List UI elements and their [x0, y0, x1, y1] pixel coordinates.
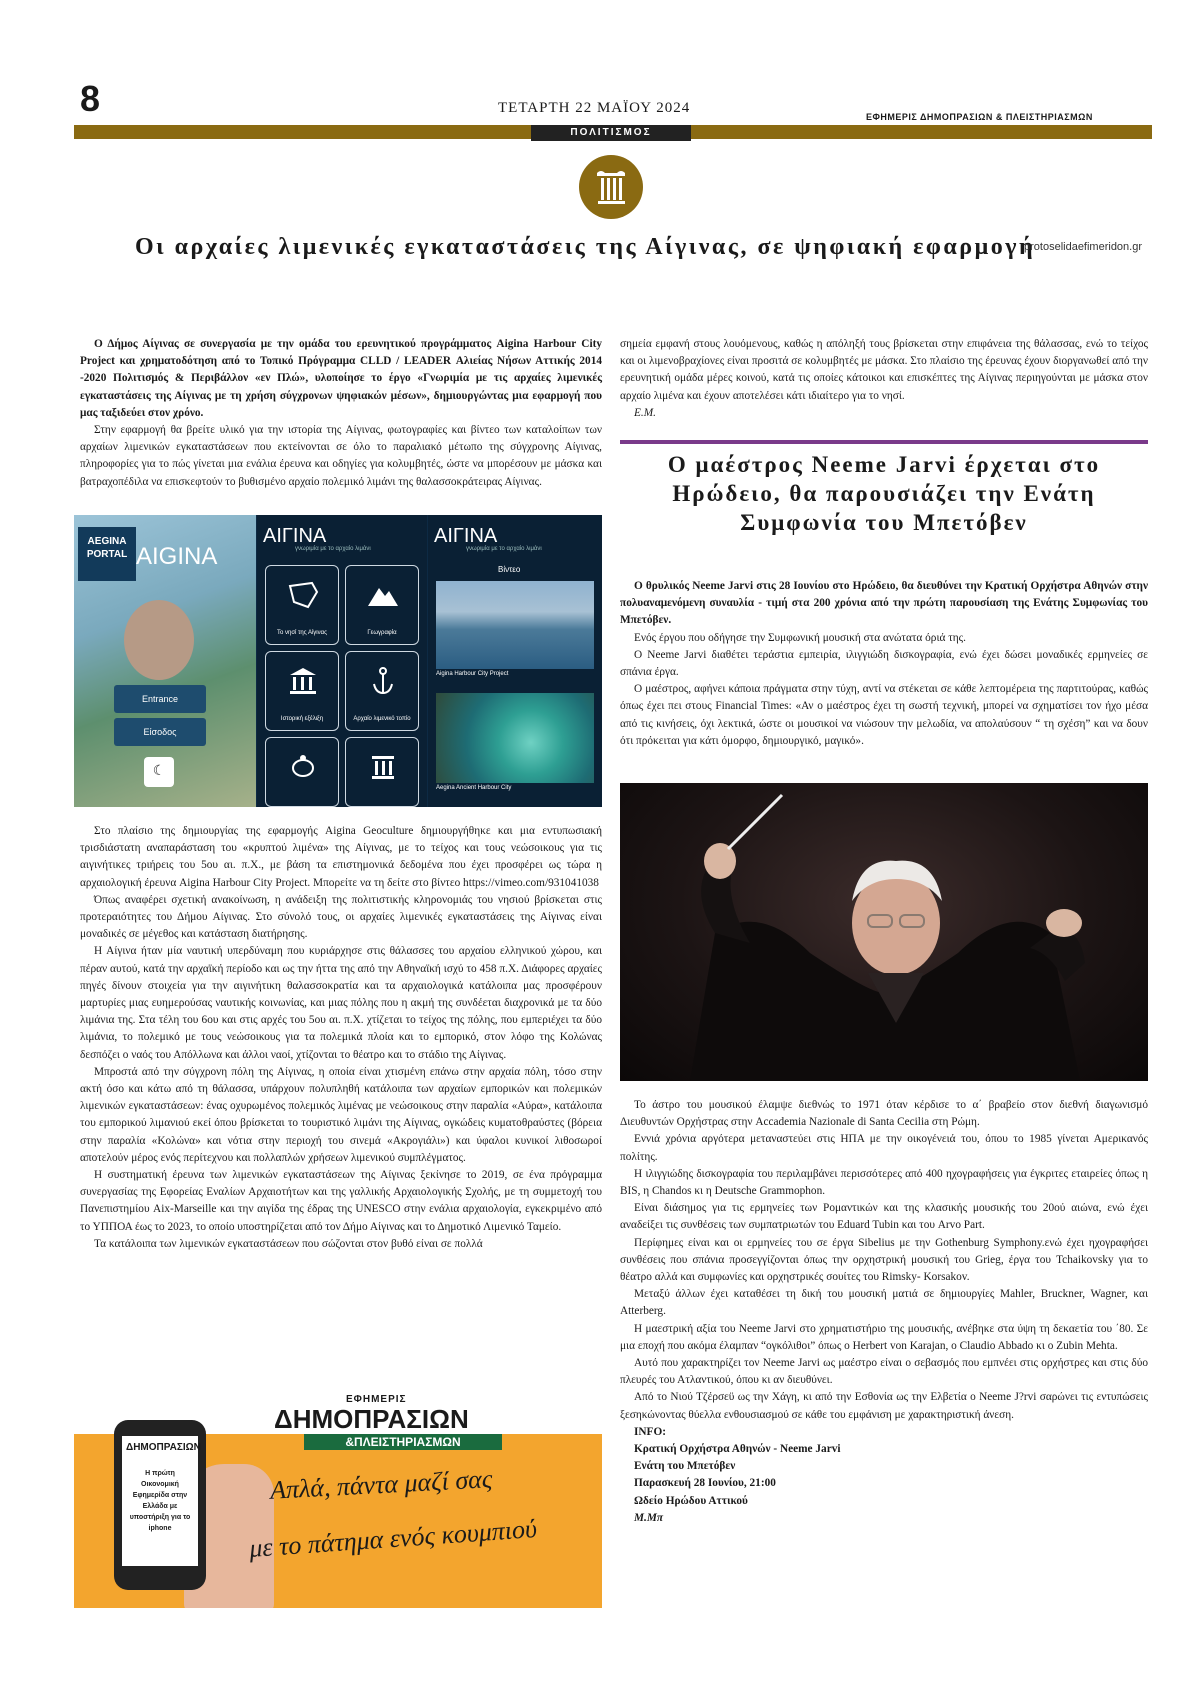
tile-history: Ιστορική εξέλιξη: [265, 651, 339, 731]
column-emblem: [579, 155, 643, 219]
info-label: INFO:: [634, 1425, 667, 1438]
article1-body: [80, 823, 602, 1253]
portal-title: AIGINA: [136, 543, 218, 570]
app-video-panel: [428, 515, 602, 807]
article2-paragraph: Είναι διάσημος για τις ερμηνείες των Ρομαντικών και της κλασικής μουσικής του 20ού αιώνα, ενώ έχει αναδείξει τις συνθέσεις των συμπατριωτών του Eduard Tubin και του Arvo Part.: [620, 1202, 1148, 1232]
anchor-icon: [366, 666, 400, 696]
island-icon: [286, 580, 320, 610]
article2-headline: Ο μαέστρος Neeme Jarvi έρχεται στο Ηρώδειο, θα παρουσιάζει την Ενάτη Συμφωνία του Μπετόβεν: [667, 452, 1101, 535]
article1-paragraph: Μπροστά από την σύγχρονη πόλη της Αίγινας, η οποία είναι χτισμένη επάνω στην αρχαία πόλη, τόσο στην ακτή όσο και κάτω από τη θάλασσα, υπάρχουν πολυπληθή κατάλοιπα των αρχαίων εμπορικών και πολεμικών λιμενικών εγκαταστάσεων: ένας οχυρωμένος πολεμικός λιμένας με νεώσοικους στην παραλία «Αύρα», κατάλοιπα του εμπορικού λιμανιού εκεί όπου βρίσκεται το τουριστικό λιμάνι της Αίγινας, ογκώδεις κυματοθραύστες (βόρεια στην παραλία «Κολώνα» και νότια στην περιοχή του σινεμά «Ακρογιάλι») και ύφαλοι κυνικοί λιθοσωροί αποτελούν μέρος ενός περίτεχνου και πολλαπλών χρήσεων λιμενικού συμπλέγματος.: [80, 1065, 602, 1164]
aerial-photo-caption: Aegina Ancient Harbour City: [436, 785, 512, 791]
article2-lead: Ο θρυλικός Neeme Jarvi στις 28 Ιουνίου στο Ηρώδειο, θα διευθύνει την Κρατική Ορχήστρα Αθηνών στην πολυαναμενόμενη συναυλία - τιμή στα 200 χρόνια από την πρώτη παρουσίαση της Ενάτης Συμφωνίας του Μπετόβεν.: [620, 580, 1148, 627]
article2-paragraph: Εννιά χρόνια αργότερα μεταναστεύει στις ΗΠΑ με την οικογένειά του, όπου το 1985 γίνεται Αμερικανός πολίτης.: [620, 1133, 1148, 1163]
video-topic: Βίντεο: [498, 565, 521, 574]
article2-paragraph: Ο μαέστρος, αφήνει κάποια πράγματα στην τύχη, αντί να στέκεται σε κάθε λεπτομέρεια της παρτιτούρας, καθώς όπως έχει πει στους Financial Times: «Αν ο μαέστρος έχει τη σωστή τεχνική, μπορεί να σχηματίσει τον ήχο μέσα από τις κινήσεις, όχι λεκτικά, ώστε οι μουσικοί να νιώσουν την μελωδία, να απολαύσουν “ τη σχέση” και να δουν ότι πρόκειται για κάτι όμορφο, δημιουργικό, μαγικό».: [620, 683, 1148, 747]
column-icon: [366, 752, 400, 782]
article2-paragraph: Ενός έργου που οδήγησε την Συμφωνική μουσική στα ανώτατα όριά της.: [634, 631, 966, 644]
article1-continuation: [620, 336, 1148, 422]
dateline: ΤΕΤΑΡΤΗ 22 ΜΑΪΟΥ 2024: [498, 100, 691, 116]
phone-screen-text: Η πρώτη Οικονομική Εφημερίδα στην Ελλάδα με υποστήριξη για το iphone: [129, 1470, 191, 1532]
article1-paragraph: Στο πλαίσιο της δημιουργίας της εφαρμογής Aigina Geoculture δημιουργήθηκε και μια εντυπωσιακή τρισδιάστατη αναπαράσταση του «κρυπτού λιμένα» της Αίγινας, με το τείχος και τους νεώσοικους για τις αιγινήτικες τριήρεις του 5ου αι. π.Χ., με βάση τα επιστημονικά δεδομένα που έχει προσφέρει ως τώρα η αρχαιολογική έρευνα Aigina Harbour City Project. Μπορείτε να τη δείτε στο βίντεο https://vimeo.com/931041038: [80, 825, 602, 889]
article-divider: [620, 440, 1148, 444]
conductor-illustration: [620, 783, 1148, 1081]
newspaper-ad: [74, 1384, 602, 1608]
article2-paragraph: Περίφημες είναι και οι ερμηνείες του σε έργα Sibelius με την Gothenburg Symphony.ενώ έχει ηχογραφήσει συνθέσεις που σπάνια προσεγγίζονται όπως την ορχηστρική μουσική του Grieg, έργα του Tchaikovsky για το θέατρο αλλά και συμφωνίες και ορχηστρικές σουίτες του Rimsky- Korsakov.: [620, 1236, 1148, 1284]
phone-illustration: [114, 1420, 206, 1590]
conductor-photo: [620, 783, 1148, 1081]
tile-harbour: Αρχαίο λιμενικό τοπίο: [345, 651, 419, 731]
info-line: Ωδείο Ηρώδου Αττικού: [634, 1494, 748, 1507]
tile-turtle: [265, 737, 339, 807]
section-tab: ΠΟΛΙΤΙΣΜΟΣ: [531, 125, 691, 141]
article1-paragraph: Όπως αναφέρει σχετική ανακοίνωση, η ανάδειξη της πολιτιστικής κληρονομιάς του νησιού βρίσκεται στις προτεραιότητες του Δήμου Αίγινας. Στο σύνολό τους, οι αρχαίες λιμενικές εγκαταστάσεις της Αίγινας είναι μοναδικές σε μέγεθος και κατάσταση διατήρησης.: [80, 893, 602, 941]
article2-body: [620, 1097, 1148, 1527]
app-subtitle-2: γνωριμία με το αρχαίο λιμάνι: [466, 546, 542, 552]
app-screenshot: [74, 515, 602, 807]
tile-column: [345, 737, 419, 807]
accessibility-icon: ☾: [144, 757, 174, 787]
phone-screen-title: ΔΗΜΟΠΡΑΣΙΩΝ: [126, 1442, 201, 1453]
app-title-2: ΑΙΓΙΝΑ: [434, 525, 498, 547]
ad-paper-small: ΕΦΗΜΕΡΙΣ: [346, 1394, 407, 1405]
info-line: Παρασκευή 28 Ιουνίου, 21:00: [634, 1477, 776, 1490]
article2-paragraph: Από το Νιού Τζέρσεϋ ως την Χάγη, κι από την Εσθονία ως την Ελβετία ο Neeme J?rvi σαρώνει τις εντυπώσεις ξεσηκώνοντας θύελλα ενθουσιασμού σε κάθε του εμφάνιση με χαρακτηριστική άνεση.: [620, 1391, 1148, 1421]
article1-headline: Οι αρχαίες λιμενικές εγκαταστάσεις της Αίγινας, σε ψηφιακή εφαρμογή: [135, 234, 1036, 260]
article2-intro: [620, 578, 1148, 750]
phone-screen: [122, 1436, 201, 1566]
info-line: Κρατική Ορχήστρα Αθηνών - Neeme Jarvi: [634, 1443, 841, 1456]
watermark: protoselidaefimeridon.gr: [1024, 241, 1143, 253]
ad-paper-name: ΔΗΜΟΠΡΑΣΙΩΝ: [274, 1404, 469, 1434]
article1-paragraph: Στην εφαρμογή θα βρείτε υλικό για την ιστορία της Αίγινας, φωτογραφίες και βίντεο των καταλοίπων των αρχαίων λιμενικών εγκαταστάσεων που εκτείνονται σε όλο το παραλιακό μέτωπο της σύγχρονης Αίγινας, πληροφορίες για το πώς γίνεται μια ενάλια έρευνα και οδηγίες για κολυμβητές, ώστε να μπορέσουν με μάσκα και βατραχοπέδιλα να επισκεφτούν το βυθισμένο αρχαίο πολεμικό λιμάνι της θαλασσοκράτειρας Αίγινας.: [80, 424, 602, 488]
tile-geography: Γεωγραφία: [345, 565, 419, 645]
app-menu-panel: [257, 515, 427, 807]
ad-slogan-line2: με το πάτημα ενός κουμπιού: [248, 1513, 538, 1564]
article2-paragraph: Η μαεστρική αξία του Neeme Jarvi στο χρηματιστήριο της μουσικής, ανέβηκε στα ύψη τη δεκαετία του ΄80. Σε μια εποχή που ακόμα έλαμπαν “ογκόλιθοι” όπως ο Herbert von Karajan, ο Claudio Abbado κι ο Zubin Mehta.: [620, 1322, 1148, 1352]
page-number: 8: [80, 78, 101, 119]
article1-cont-paragraph: σημεία εμφανή στους λουόμενους, καθώς η απόληξή τους βρίσκεται στην επιφάνεια της θάλασσας, ενώ το τείχος και οι λιμενοβραχίονες είναι προσιτά σε κολυμβητές με μάσκα. Στο πλαίσιο της έρευνας έχουν διοργανωθεί από την ερευνητική ομάδα μέρες κοινού, κατά τις οποίες κάτοικοι και επισκέπτες της Αίγινας περιηγούνται με μάσκα στον αρχαίο λιμένα και έχουν αποτελέσει κάτι ιδιαίτερο για το νησί.: [620, 338, 1148, 402]
article1-paragraph: Η Αίγινα ήταν μία ναυτική υπερδύναμη που κυριάρχησε στις θάλασσες του αρχαίου ελληνικού χώρου, και πέραν αυτού, κατά την αρχαϊκή περίοδο και ως την ήττα της από την Αθηναϊκή ισχύ το 458 π.Χ. Διάφορες αρχαίες πηγές δίνουν στοιχεία για την αιγινήτικη θαλασσοκρατία και τα αρχαιολογικά κατάλοιπα μας προσφέρουν μαρτυρίες μιας ευημερούσας ναυτικής κοινωνίας, και μιας πόλης που η ακμή της συνδέεται διαχρονικά με τα δύο λιμάνια της. Στα τέλη του 6ου και στις αρχές του 5ου αι. π.Χ. χτίζεται το τείχος της πόλης, που εμπεριέχει τα δύο λιμάνια, το πολεμικό με τους νεώσοικους για τα πολεμικά πλοία και το εμπορικό, στον λόφο της Κολώνας δεσπόζει ο ναός του Απόλλωνα και άλλοι ναοί, χτίζονται το θέατρο και το στάδιο της Αίγινας.: [80, 945, 602, 1061]
aerial-photo: [436, 693, 594, 783]
info-line: Ενάτη του Μπετόβεν: [634, 1460, 736, 1473]
ad-slogan-line1: Απλά, πάντα μαζί σας: [269, 1464, 494, 1505]
mountain-icon: [366, 580, 400, 610]
article2-paragraph: Μεταξύ άλλων έχει καταθέσει τη δική του μουσική ματιά σε δημιουργίες Mahler, Bruckner, Wagner, και Atterberg.: [620, 1288, 1148, 1318]
article2-paragraph: Το άστρο του μουσικού έλαμψε διεθνώς το 1971 όταν κέρδισε το α΄ βραβείο στον διεθνή διαγωνισμό Διευθυντών Ορχήστρας στην Accademia Nazionale di Santa Cecilia στη Ρώμη.: [620, 1099, 1148, 1129]
article2-paragraph: Αυτό που χαρακτηρίζει τον Neeme Jarvi ως μαέστρο είναι ο σεβασμός που εμπνέει στις ορχήστρες και στις δύο πλευρές του Ατλαντικού, όπου κι αν διευθύνει.: [620, 1357, 1148, 1387]
statue-avatar: [124, 600, 194, 680]
article1-lead: Ο Δήμος Αίγινας σε συνεργασία με την ομάδα του ερευνητικού προγράμματος Aigina Harbour City Project και χρηματοδότηση από το Τοπικό Πρόγραμμα CLLD / LEADER Αλιείας Νήσων Αττικής 2014 -2020 Πολιτισμός & Περιβάλλον «εν Πλώ», υλοποίησε το έργο «Γνωριμία με τις αρχαίες λιμενικές εγκαταστάσεις της Αίγινας με τη χρήση σύγχρονων ψηφιακών μέσων», δημιουργώντας μια εφαρμογή που μας ταξιδεύει στον χρόνο.: [80, 338, 602, 419]
entrance-button: Entrance: [114, 685, 206, 713]
article1-paragraph: Τα κατάλοιπα των λιμενικών εγκαταστάσεων που σώζονται στον βυθό είναι σε πολλά: [94, 1237, 483, 1250]
article2-paragraph: Η ιλιγγιώδης δισκογραφία του περιλαμβάνει περισσότερες από 400 ηχογραφήσεις για έγκριτες εταιρείες όπως η BIS, η Chandos κι η Deutsche Grammophon.: [620, 1167, 1148, 1198]
app-subtitle: γνωριμία με το αρχαίο λιμάνι: [295, 546, 371, 552]
article1-paragraph: Η συστηματική έρευνα των λιμενικών εγκαταστάσεων της Αίγινας ξεκίνησε το 2019, σε ένα πρόγραμμα συνεργασίας της Εφορείας Εναλίων Αρχαιοτήτων και της γαλλικής Αρχαιολογικής Σχολής, με τη συμμετοχή του Πανεπιστημίου Aix-Marseille και την αιγίδα της έδρας της UNESCO στην ενάλια αρχαιολογία, εγκεκριμένο από το ΥΠΠΟΑ έως το 2023, το οποίο υποστηρίζεται από τον Δήμο Αίγινας και το Δημοτικό Λιμενικό Ταμείο.: [80, 1169, 602, 1233]
ad-paper-sub: &ΠΛΕΙΣΤΗΡΙΑΣΜΩΝ: [304, 1434, 502, 1450]
temple-icon: [286, 666, 320, 696]
app-title: ΑΙΓΙΝΑ: [263, 525, 327, 547]
turtle-icon: [286, 752, 320, 782]
masthead-mini: ΕΦΗΜΕΡΙΣ ΔΗΜΟΠΡΑΣΙΩΝ & ΠΛΕΙΣΤΗΡΙΑΣΜΩΝ: [866, 112, 1093, 122]
article1-intro: [80, 336, 602, 491]
article1-signature: Ε.Μ.: [634, 406, 656, 419]
portal-logo: AEGINA PORTAL: [78, 527, 136, 581]
harbour-photo: [436, 581, 594, 669]
article2-paragraph: Ο Neeme Jarvi διαθέτει τεράστια εμπειρία, ιλιγγιώδη δισκογραφία, ενώ έχει δώσει μοναδικές ερμηνείες σε σπάνια έργα.: [620, 648, 1148, 679]
eisodos-button: Είσοδος: [114, 718, 206, 746]
article2-signature: Μ.Μπ: [634, 1511, 664, 1524]
tile-island: Το νησί της Αίγινας: [265, 565, 339, 645]
ionic-column-icon: [595, 169, 627, 205]
harbour-photo-caption: Aigina Harbour City Project: [436, 671, 509, 677]
